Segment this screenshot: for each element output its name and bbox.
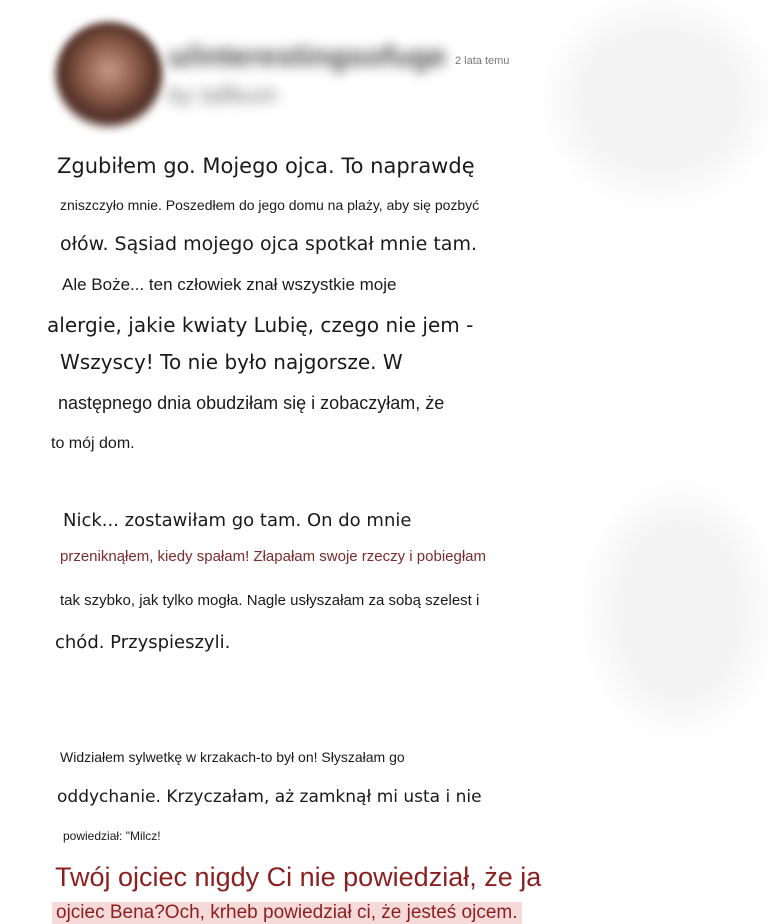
timestamp: 2 lata temu: [455, 55, 510, 67]
story-line: następnego dnia obudziłam się i zobaczyłam, że: [58, 393, 445, 413]
story-line: zniszczyło mnie. Poszedłem do jego domu na plaży, aby się pozbyć: [60, 197, 480, 213]
story-line: chód. Przyspieszyli.: [55, 632, 231, 653]
story-line: alergie, jakie kwiaty Lubię, czego nie jem -: [47, 313, 474, 337]
story-line: tak szybko, jak tylko mogła. Nagle usłyszałam za sobą szelest i: [60, 592, 480, 609]
username[interactable]: u/interestingsofuge: [168, 40, 447, 73]
story-line: ołów. Sąsiad mojego ojca spotkał mnie tam.: [60, 233, 477, 255]
closing-line-highlighted: ojciec Bena?Och, krheb powiedział ci, że jesteś ojcem.: [52, 902, 522, 924]
story-line: to mój dom.: [51, 435, 135, 452]
story-line: Widziałem sylwetkę w krzakach-to był on! Słyszałam go: [60, 749, 405, 765]
avatar[interactable]: [55, 22, 163, 130]
story-line: Ale Boże... ten człowiek znał wszystkie moje: [62, 275, 397, 294]
byline: by tallbum: [168, 82, 278, 109]
story-line: powiedział: "Milcz!: [63, 829, 161, 843]
story-line: Wszyscy! To nie było najgorsze. W: [60, 350, 403, 374]
story-line: Zgubiłem go. Mojego ojca. To naprawdę: [57, 154, 475, 178]
story-line: oddychanie. Krzyczałam, aż zamknął mi usta i nie: [57, 787, 482, 807]
closing-line: Twój ojciec nigdy Ci nie powiedział, że ja: [55, 862, 542, 892]
story-line: Nick... zostawiłam go tam. On do mnie: [63, 510, 412, 531]
story-line: przeniknąłem, kiedy spałam! Złapałam swoje rzeczy i pobiegłam: [60, 548, 487, 565]
